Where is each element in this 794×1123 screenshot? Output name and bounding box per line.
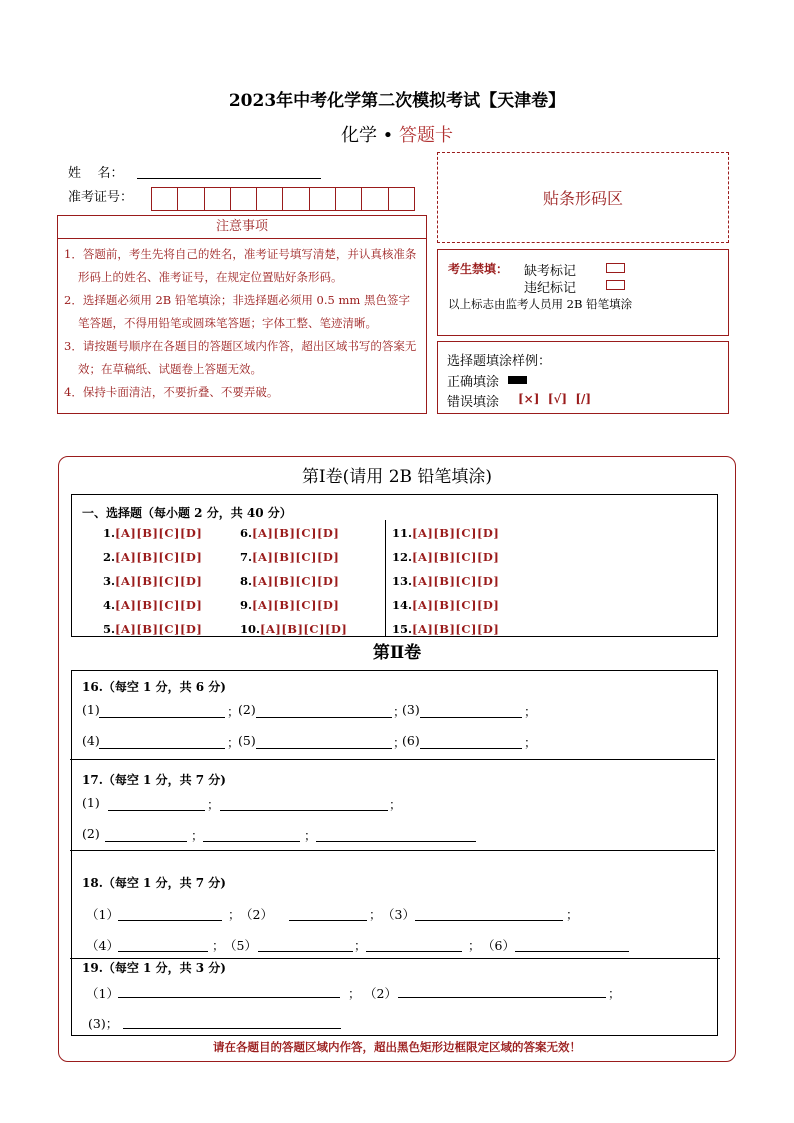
id-digit-box[interactable]: [257, 188, 283, 210]
id-digit-box[interactable]: [205, 188, 231, 210]
q17-label: (2): [82, 826, 100, 841]
question-row[interactable]: 15.[A][B][C][D]: [392, 622, 500, 636]
name-label: 姓 名：: [68, 166, 124, 181]
wrong-fill-marks: [×] [√] [/]: [518, 392, 592, 406]
id-digit-box[interactable]: [231, 188, 257, 210]
fill-sample-box: [437, 341, 729, 414]
proctor-mark-box: [437, 249, 729, 336]
question-row[interactable]: 9.[A][B][C][D]: [240, 598, 340, 612]
q16-blank-5[interactable]: [256, 748, 392, 749]
notice-heading: 注意事项: [58, 216, 426, 239]
id-digit-box[interactable]: [310, 188, 336, 210]
q16-blank-3[interactable]: [420, 717, 522, 718]
separator: ；: [207, 797, 220, 812]
barcode-label: 贴条形码区: [542, 189, 623, 208]
q17-blank-5[interactable]: [316, 841, 476, 842]
q18-label: （3）: [382, 907, 415, 922]
q16-blank-6[interactable]: [420, 748, 522, 749]
correct-fill-mark: [508, 376, 527, 384]
forbidden-label: 考生禁填：: [448, 262, 509, 276]
q18-blank-3[interactable]: [415, 920, 563, 921]
question-row[interactable]: 6.[A][B][C][D]: [240, 526, 340, 540]
separator: ；: [524, 704, 537, 719]
footer-warning: 请在各题目的答题区域内作答，超出黑色矩形边框限定区域的答案无效！: [213, 1040, 581, 1054]
q16-label: (1): [82, 702, 100, 717]
separator: ；: [191, 828, 204, 843]
q18-blank-6[interactable]: [366, 951, 462, 952]
question-row[interactable]: 13.[A][B][C][D]: [392, 574, 500, 588]
section-divider: [70, 759, 715, 760]
q18-title: 18.（每空 1 分，共 7 分): [82, 876, 226, 890]
separator: ；: [566, 907, 579, 922]
separator: ；: [348, 986, 361, 1001]
question-row[interactable]: 14.[A][B][C][D]: [392, 598, 500, 612]
separator: ；: [389, 797, 402, 812]
question-row[interactable]: 1.[A][B][C][D]: [103, 526, 203, 540]
question-row[interactable]: 7.[A][B][C][D]: [240, 550, 340, 564]
q16-label: (3): [402, 702, 420, 717]
id-digit-box[interactable]: [389, 188, 414, 210]
question-row[interactable]: 3.[A][B][C][D]: [103, 574, 203, 588]
choice-section-title: 一、选择题（每小题 2 分，共 40 分）: [82, 506, 292, 520]
notice-box: [57, 215, 427, 414]
q18-label: （2）: [240, 907, 273, 922]
q18-label: （6）: [482, 938, 515, 953]
q19-blank-1[interactable]: [118, 997, 340, 998]
q17-blank-2[interactable]: [220, 810, 388, 811]
wrong-fill-label: 错误填涂: [447, 395, 500, 410]
q19-label: (3)；: [88, 1016, 119, 1031]
q19-blank-2[interactable]: [398, 997, 606, 998]
notice-item: 2．选择题必须用 2B 铅笔填涂；非选择题必须用 0.5 mm 黑色签字笔答题，不得用铅笔或圆珠笔答题；字体工整、笔迹清晰。: [64, 293, 410, 330]
q18-blank-1[interactable]: [118, 920, 222, 921]
q17-title: 17.（每空 1 分，共 7 分): [82, 773, 226, 787]
q17-label: (1): [82, 795, 100, 810]
q18-blank-7[interactable]: [515, 951, 629, 952]
separator: ；: [227, 735, 240, 750]
q18-label: （5）: [224, 938, 257, 953]
q18-label: （4）: [86, 938, 119, 953]
exam-id-label: 准考证号：: [68, 190, 134, 205]
q16-label: (6): [402, 733, 420, 748]
separator: ；: [393, 735, 406, 750]
question-row[interactable]: 5.[A][B][C][D]: [103, 622, 203, 636]
q19-blank-3[interactable]: [123, 1028, 341, 1029]
choice-section: [71, 494, 718, 637]
q19-title: 19.（每空 1 分，共 3 分): [82, 961, 226, 975]
section-divider: [70, 850, 715, 851]
subject-label: 化学 •: [340, 125, 394, 146]
question-row[interactable]: 11.[A][B][C][D]: [392, 526, 500, 540]
answer-card-label: 答题卡: [399, 125, 454, 146]
part2-box: [71, 670, 718, 1036]
separator: ；: [468, 938, 481, 953]
absent-mark-label: 缺考标记: [524, 264, 577, 279]
separator: ；: [212, 938, 225, 953]
name-field[interactable]: [137, 177, 321, 179]
q18-blank-4[interactable]: [118, 951, 208, 952]
id-digit-box[interactable]: [336, 188, 362, 210]
exam-id-boxes[interactable]: [151, 187, 415, 211]
barcode-area: [437, 152, 729, 243]
separator: ；: [369, 907, 382, 922]
q18-blank-5[interactable]: [258, 951, 353, 952]
q16-label: (2): [238, 702, 256, 717]
q16-title: 16.（每空 1 分，共 6 分): [82, 680, 226, 694]
separator: ；: [393, 704, 406, 719]
question-row[interactable]: 4.[A][B][C][D]: [103, 598, 203, 612]
q16-blank-2[interactable]: [256, 717, 392, 718]
notice-item: 3．请按题号顺序在各题目的答题区域内作答，超出区域书写的答案无效；在草稿纸、试题卷上答题无效。: [64, 339, 417, 376]
question-row[interactable]: 8.[A][B][C][D]: [240, 574, 340, 588]
separator: ；: [228, 907, 241, 922]
separator: ；: [608, 986, 621, 1001]
notice-item: 1．答题前，考生先将自己的姓名，准考证号填写清楚，并认真核准条形码上的姓名、准考证号，在规定位置贴好条形码。: [64, 247, 417, 284]
q17-blank-1[interactable]: [108, 810, 205, 811]
sample-title: 选择题填涂样例：: [447, 354, 552, 369]
card-subtitle: [0, 121, 794, 147]
id-digit-box[interactable]: [152, 188, 178, 210]
id-digit-box[interactable]: [283, 188, 309, 210]
violation-mark-box[interactable]: [606, 280, 625, 290]
q17-blank-3[interactable]: [105, 841, 187, 842]
q18-blank-2[interactable]: [289, 920, 367, 921]
violation-mark-label: 违纪标记: [524, 281, 577, 296]
q16-label: (5): [238, 733, 256, 748]
q16-blank-1[interactable]: [99, 717, 225, 718]
separator: ；: [227, 704, 240, 719]
q16-label: (4): [82, 733, 100, 748]
part2-title: 第Ⅱ卷: [372, 643, 422, 663]
question-row[interactable]: 10.[A][B][C][D]: [240, 622, 348, 636]
proctor-note: 以上标志由监考人员用 2B 铅笔填涂: [448, 297, 633, 311]
q17-blank-4[interactable]: [203, 841, 300, 842]
separator: ；: [524, 735, 537, 750]
part1-title: 第Ⅰ卷(请用 2B 铅笔填涂): [301, 467, 493, 487]
separator: ；: [304, 828, 317, 843]
q18-label: （1）: [86, 907, 119, 922]
separator: ；: [354, 938, 367, 953]
q19-label: （1）: [86, 986, 119, 1001]
correct-fill-label: 正确填涂: [447, 375, 500, 390]
question-row[interactable]: 12.[A][B][C][D]: [392, 550, 500, 564]
id-digit-box[interactable]: [178, 188, 204, 210]
absent-mark-box[interactable]: [606, 263, 625, 273]
question-row[interactable]: 2.[A][B][C][D]: [103, 550, 203, 564]
id-digit-box[interactable]: [362, 188, 388, 210]
q19-label: （2）: [364, 986, 397, 1001]
q16-blank-4[interactable]: [99, 748, 225, 749]
notice-item: 4．保持卡面清洁，不要折叠、不要弄破。: [64, 385, 279, 399]
exam-title: 2023年中考化学第二次模拟考试【天津卷】: [228, 91, 566, 111]
column-divider: [385, 520, 386, 637]
